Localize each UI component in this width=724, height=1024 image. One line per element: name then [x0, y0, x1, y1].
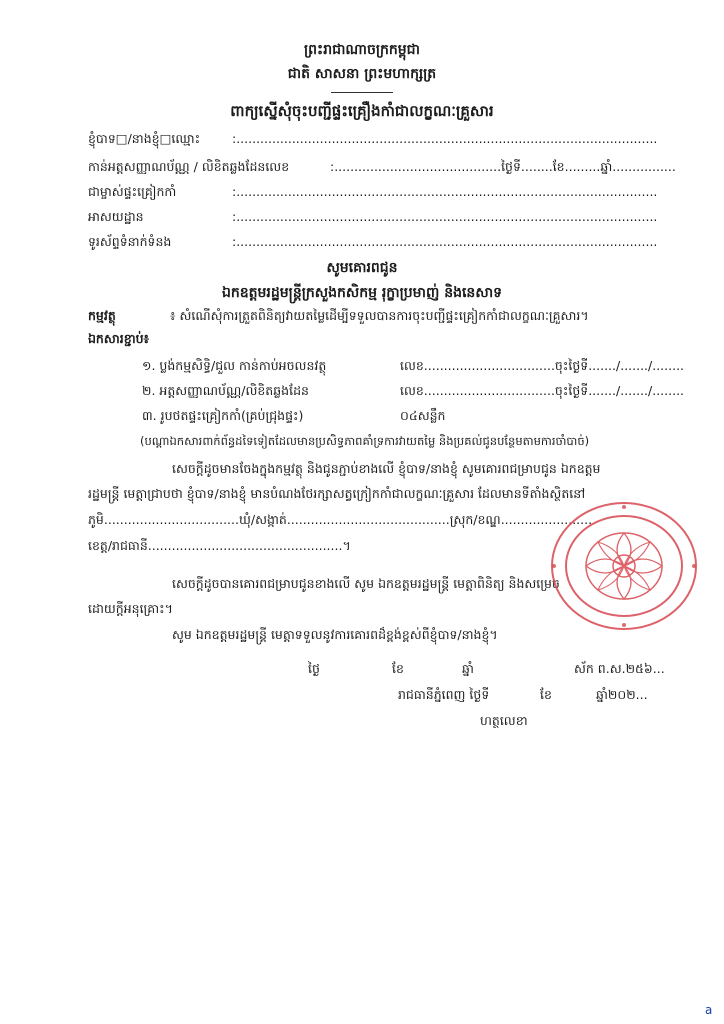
field-owner-label: ជាម្ចាស់ផ្ទះគ្រៀកកាំ: [88, 184, 177, 199]
body-p1-line-2: រដ្ឋមន្ត្រី មេត្តាជ្រាបថា ខ្ញុំបាទ/នាងខ្ញុំ មានបំណងថែរក្សាសត្វក្រៀកកាំជាលក្ខណៈគ្រួសារ ដែលមានទីតាំងស្ថិតនៅ: [88, 486, 586, 501]
attachment-2-name: ២. អត្តសញ្ញាណប័ណ្ណ/លិខិតឆ្លងដែន: [142, 383, 309, 398]
field-phone-label: ទូរស័ព្ទទំនាក់ទំនង: [88, 234, 172, 249]
field-owner-value: :..........................................................................................................: [232, 184, 658, 199]
body-p1-line-4: ខេត្ត/រាជធានី.................................................។: [88, 538, 351, 553]
page-mark: a: [705, 1003, 713, 1017]
body-p1-line-1: សេចក្ដីដូចមានចែងក្នុងកម្មវត្ថុ និងជូនភ្ជាប់ខាងលើ ខ្ញុំបាទ/នាងខ្ញុំ សូមគោរពជម្រាបជូន ឯកឧត្តម: [172, 461, 601, 476]
field-id-label: កាន់អត្តសញ្ញាណប័ណ្ណ / លិខិតឆ្លងដែនលេខ: [88, 159, 290, 174]
attachments-note: (បណ្ដាឯកសារពាក់ព័ន្ធដទៃទៀតដែលមានប្រសិទ្ធភាពគាំទ្រការវាយតម្លៃ និងប្រគល់ជូនបន្ថែមតាមការចាំបាច់): [140, 434, 590, 448]
solar-month-label: ខែ: [540, 687, 552, 702]
attachment-1-name: ១. ប្លង់កម្មសិទ្ធិ/ជួល កាន់កាប់អចលនវត្ថុ: [142, 358, 327, 373]
body-p1-line-3: ភូមិ..................................ឃុំ/សង្កាត់.........................................ស្រុក/ខណ្ឌ.......................: [88, 512, 593, 527]
kingdom-title: ព្រះរាជាណាចក្រកម្ពុជា: [303, 42, 420, 58]
solar-year: ឆ្នាំ២០២...: [596, 687, 648, 702]
subject-text: ៖ សំណើសុំការត្រួតពិនិត្យវាយតម្លៃដើម្បីទទួលបានការចុះបញ្ជីផ្ទះគ្រៀកកាំជាលក្ខណៈគ្រួសារ។: [170, 308, 589, 323]
body-p3: សូម ឯកឧត្តមរដ្ឋមន្ត្រី មេត្តាទទួលនូវការគោរពដ៏ខ្ពង់ខ្ពស់ពីខ្ញុំបាទ/នាងខ្ញុំ។: [172, 627, 498, 642]
place-date-label: រាជធានីភ្នំពេញ ថ្ងៃទី: [398, 687, 490, 702]
salutation-line-1: សូមគោរពជូន: [326, 260, 398, 276]
lunar-era: ស័ក ព.ស.២៥៦...: [574, 661, 665, 676]
field-address-label: អាសយដ្ឋាន: [88, 209, 144, 224]
lunar-year-label: ឆ្នាំ: [462, 661, 474, 676]
lunar-month-label: ខែ: [392, 661, 404, 676]
field-address-value: :..........................................................................................................: [232, 209, 658, 224]
salutation-line-2: ឯកឧត្តមរដ្ឋមន្ត្រីក្រសួងកសិកម្ម រុក្ខាប្រមាញ់ និងនេសាទ: [222, 285, 502, 301]
attachment-2-ref: លេខ.................................ចុះថ្ងៃទី......./......./........: [400, 383, 685, 398]
subject-label: កម្មវត្ថុ: [88, 308, 116, 323]
attachment-3-name: ៣. រូបថតផ្ទះគ្រៀកកាំ(គ្រប់ជ្រុងផ្ទះ): [142, 408, 304, 423]
header-divider: [331, 92, 393, 93]
ministry-seal-stamp: [548, 500, 698, 632]
signature-label: ហត្ថលេខា: [480, 713, 528, 728]
attachment-3-ref: ០៤សន្លឹក: [400, 408, 446, 423]
field-name-value: :..........................................................................................................: [232, 131, 658, 146]
body-p2-line-1: សេចក្ដីដូចបានគោរពជម្រាបជូនខាងលើ សូម ឯកឧត្តមរដ្ឋមន្ត្រី មេត្តាពិនិត្យ និងសម្រេច: [172, 576, 560, 591]
lunar-day-label: ថ្ងៃ: [308, 661, 320, 676]
attachments-title: ឯកសារខ្ជាប់៖: [88, 331, 150, 346]
field-id-value: :..........................................ថ្ងៃទី........ខែ.........ឆ្នាំ................: [330, 159, 676, 174]
field-phone-value: :..........................................................................................................: [232, 234, 658, 249]
national-motto: ជាតិ សាសនា ព្រះមហាក្សត្រ: [287, 66, 437, 82]
body-p2-line-2: ដោយក្ដីអនុគ្រោះ។: [88, 601, 173, 616]
field-name-label: ខ្ញុំបាទ□/នាងខ្ញុំ□ឈ្មោះ: [88, 131, 201, 146]
form-title: ពាក្យស្នើសុំចុះបញ្ជីផ្ទះគ្រឿងកាំជាលក្ខណៈគ្រួសារ: [230, 102, 494, 120]
attachment-1-ref: លេខ.................................ចុះថ្ងៃទី......./......./........: [400, 358, 685, 373]
